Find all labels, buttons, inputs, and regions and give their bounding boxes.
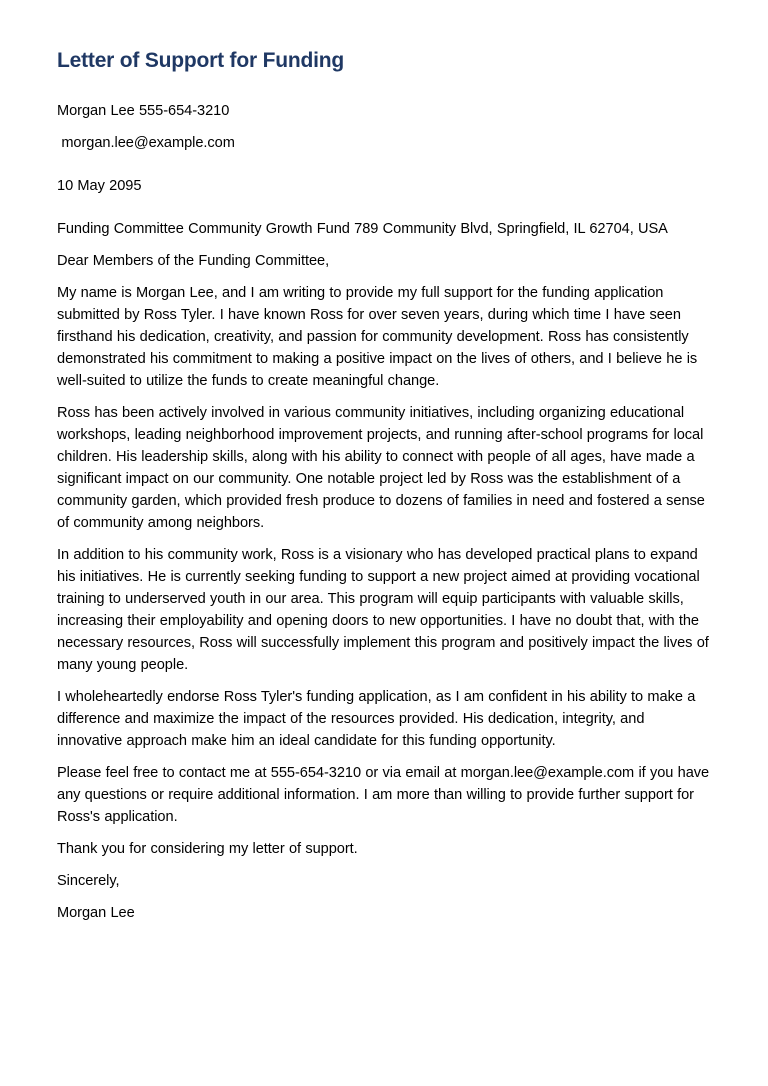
body-paragraph-4: I wholeheartedly endorse Ross Tyler's funding application, as I am confident in his ability to make a difference and maximize the impact of the resources provided. His dedication, integrity, and innovative approach make him an ideal candidate for this funding opportunity. xyxy=(57,689,696,749)
closing-thanks: Thank you for considering my letter of support. xyxy=(57,841,358,857)
sender-name-phone: Morgan Lee 555-654-3210 xyxy=(57,103,230,119)
letter-date: 10 May 2095 xyxy=(57,178,142,194)
sender-email: morgan.lee@example.com xyxy=(57,135,235,151)
body-paragraph-5: Please feel free to contact me at 555-654-3210 or via email at morgan.lee@example.com if you have any questions or require additional information. I am more than willing to provide further support for Ross's application. xyxy=(57,765,710,825)
body-paragraph-2: Ross has been actively involved in various community initiatives, including organizing educational workshops, leading neighborhood improvement projects, and running after-school programs for local children. His leadership skills, along with his ability to connect with people of all ages, have made a significant impact on our community. One notable project led by Ross was the establishment of a community garden, which provided fresh produce to dozens of families in need and fostered a sense of community among neighbors. xyxy=(57,405,705,531)
body-paragraph-3: In addition to his community work, Ross is a visionary who has developed practical plans to expand his initiatives. He is currently seeking funding to support a new project aimed at providing vocational training to underserved youth in our area. This program will equip participants with valuable skills, increasing their employability and opening doors to new opportunities. I have no doubt that, with the necessary resources, Ross will successfully implement this program and positively impact the lives of many young people. xyxy=(57,547,709,673)
body-paragraph-1: My name is Morgan Lee, and I am writing to provide my full support for the funding application submitted by Ross Tyler. I have known Ross for over seven years, during which time I have seen firsthand his dedication, creativity, and passion for community development. Ross has consistently demonstrated his commitment to making a positive impact on the lives of others, and I believe he is well-suited to utilize the funds to create meaningful change. xyxy=(57,285,698,389)
salutation: Dear Members of the Funding Committee, xyxy=(57,253,330,269)
signature-name: Morgan Lee xyxy=(57,905,135,921)
letter-title: Letter of Support for Funding xyxy=(57,49,344,72)
recipient-address: Funding Committee Community Growth Fund 789 Community Blvd, Springfield, IL 62704, USA xyxy=(57,221,668,237)
closing-valediction: Sincerely, xyxy=(57,873,120,889)
